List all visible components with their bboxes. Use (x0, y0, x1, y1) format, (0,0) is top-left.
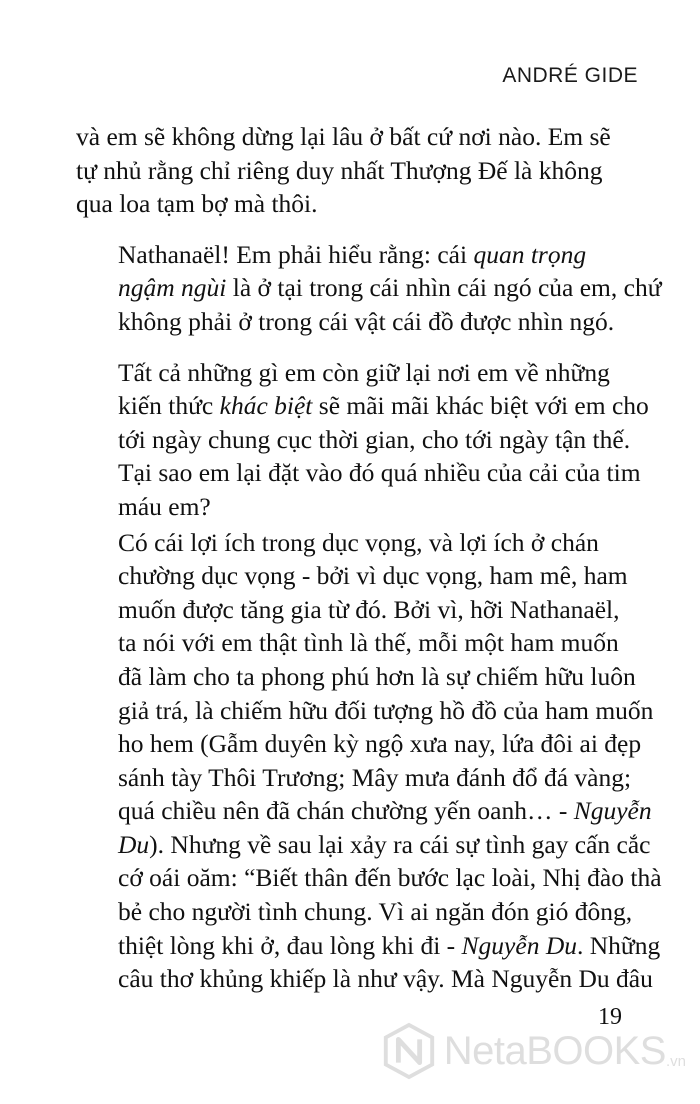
text-line (76, 794, 652, 828)
text-run: ). Nhưng về sau lại xảy ra cái sự tình gay cấn cắc (149, 829, 651, 859)
italic-text: Nguyễn (573, 796, 652, 826)
paragraph (76, 526, 662, 996)
text-run: và em sẽ không dừng lại lâu ở bất cứ nơi nào. Em sẽ (76, 122, 611, 151)
text-line (76, 660, 636, 694)
text-line (76, 456, 641, 490)
text-line (76, 727, 642, 761)
text-run: chường dục vọng - bởi vì dục vọng, ham mê, ham (118, 561, 628, 591)
text-line (76, 271, 662, 305)
watermark-text: NetaBOOKS (443, 1028, 666, 1073)
text-line (76, 305, 636, 339)
text-run: tự nhủ rằng chỉ riêng duy nhất Thượng Đế là không (76, 155, 603, 185)
text-line (76, 828, 651, 862)
text-run: . Những (576, 930, 661, 960)
watermark (380, 1022, 686, 1080)
text-line (76, 238, 636, 272)
text-run: tới ngày chung cục thời gian, cho tới ngày tận thế. (118, 424, 631, 454)
netabooks-logo-icon (380, 1022, 438, 1080)
text-run: giả trá, là chiếm hữu đối tượng hồ đồ của ham muốn (118, 695, 654, 725)
text-line (76, 490, 636, 524)
text-line (76, 559, 636, 593)
text-line (76, 761, 636, 795)
text-run: kiến thức (118, 391, 220, 421)
text-run: qua loa tạm bợ mà thôi. (76, 189, 318, 219)
text-run: sánh tày Thôi Trương; Mây mưa đánh đổ đá vàng; (118, 762, 632, 792)
paragraph (76, 120, 636, 221)
paragraph (76, 356, 649, 524)
text-line (76, 895, 636, 929)
text-line (76, 593, 636, 627)
text-run: ho hem (Gẫm duyên kỳ ngộ xưa nay, lứa đôi ai đẹp (118, 729, 642, 759)
text-run: câu thơ khủng khiếp là như vậy. Mà Nguyễn Du đâu (118, 964, 653, 994)
page-number: 19 (598, 1004, 622, 1030)
text-line (76, 154, 636, 188)
text-run: Tất cả những gì em còn giữ lại nơi em về những (118, 357, 610, 387)
text-run: máu em? (118, 491, 211, 521)
text-run: đã làm cho ta phong phú hơn là sự chiếm hữu luôn (118, 661, 636, 691)
text-line (76, 356, 636, 390)
watermark-suffix: .vn (665, 1053, 686, 1070)
text-run: cớ oái oăm: “Biết thân đến bước lạc loài, Nhị đào thà (118, 863, 662, 893)
text-run: không phải ở trong cái vật cái đồ được nhìn ngó. (118, 306, 615, 336)
paragraph (76, 238, 662, 339)
text-run: sẽ mãi mãi khác biệt với em cho (312, 391, 649, 421)
text-run: Tại sao em lại đặt vào đó quá nhiều của cải của tim (118, 458, 641, 488)
text-line (76, 423, 636, 457)
italic-text: ngậm ngùi (118, 273, 227, 303)
text-line (76, 389, 649, 423)
body-text (76, 120, 662, 996)
italic-text: quan trọng (473, 239, 587, 269)
text-line (76, 962, 653, 996)
text-line (76, 929, 661, 963)
italic-text: Nguyễn Du (461, 930, 577, 960)
text-run: quá chiều nên đã chán chường yến oanh… - (118, 796, 574, 826)
italic-text: Du (118, 829, 150, 859)
running-head: ANDRÉ GIDE (502, 64, 638, 87)
text-run: thiệt lòng khi ở, đau lòng khi đi - (118, 930, 462, 960)
text-run: muốn được tăng gia từ đó. Bởi vì, hỡi Nathanaël, (118, 594, 620, 624)
text-run: là ở tại trong cái nhìn cái ngó của em, chứ (226, 273, 662, 303)
text-run: ta nói với em thật tình là thế, mỗi một ham muốn (118, 628, 619, 658)
text-line (76, 187, 636, 221)
text-line (76, 861, 662, 895)
text-line (76, 526, 636, 560)
text-line (76, 694, 654, 728)
text-line (76, 626, 636, 660)
text-run: bẻ cho người tình chung. Vì ai ngăn đón gió đông, (118, 897, 633, 927)
text-run: Nathanaël! Em phải hiểu rằng: cái (118, 239, 474, 269)
text-line (76, 120, 636, 154)
text-run: Có cái lợi ích trong dục vọng, và lợi ích ở chán (118, 527, 599, 557)
italic-text: khác biệt (219, 391, 313, 421)
